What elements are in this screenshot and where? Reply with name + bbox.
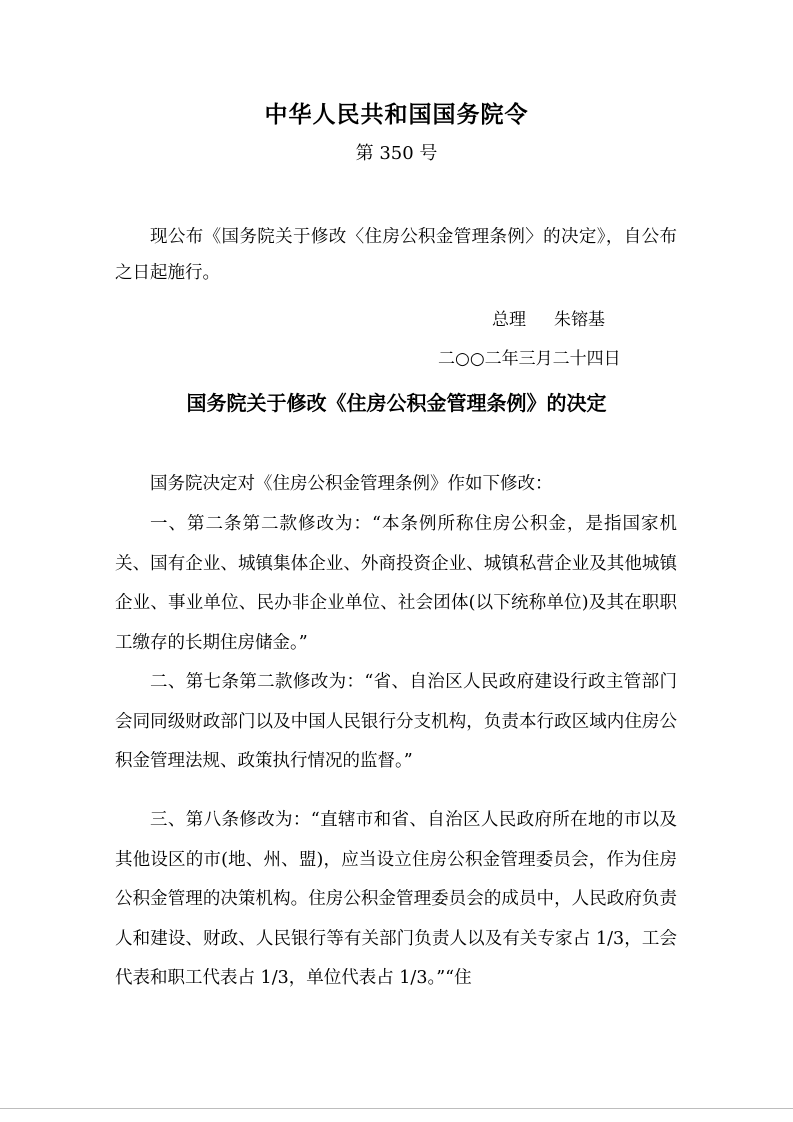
page-bottom-divider — [0, 1108, 793, 1109]
paragraph-item-1: 一、第二条第二款修改为：“本条例所称住房公积金，是指国家机关、国有企业、城镇集体企业、外商投资企业、城镇私营企业及其他城镇企业、事业单位、民办非企业单位、社会团体(以下统称单位)及其在职职工缴存的长期住房储金。” — [115, 514, 677, 653]
promulgation-text: 现公布《国务院关于修改〈住房公积金管理条例〉的决定》，自公布之日起施行。 — [115, 227, 677, 283]
signature-line — [492, 305, 605, 335]
signer-role: 总理 — [492, 310, 526, 330]
decision-title: 国务院关于修改《住房公积金管理条例》的决定 — [186, 391, 607, 415]
paragraph-intro: 国务院决定对《住房公积金管理条例》作如下修改： — [150, 474, 553, 494]
order-number: 第 350 号 — [355, 143, 438, 164]
signer-name: 朱镕基 — [554, 310, 605, 330]
paragraph-item-2: 二、第七条第二款修改为：“省、自治区人民政府建设行政主管部门会同同级财政部门以及中国人民银行分支机构，负责本行政区域内住房公积金管理法规、政策执行情况的监督。” — [115, 672, 677, 771]
paragraph-item-3: 三、第八条修改为：“直辖市和省、自治区人民政府所在地的市以及其他设区的市(地、州、盟)，应当设立住房公积金管理委员会，作为住房公积金管理的决策机构。住房公积金管理委员会的成员中，人民政府负责人和建设、财政、人民银行等有关部门负责人以及有关专家占 1/3，工会代表和职工代表占 1/3，单位代表占 1/3。”“住 — [115, 810, 677, 988]
issue-date: 二○○二年三月二十四日 — [438, 349, 621, 369]
document-title: 中华人民共和国国务院令 — [264, 101, 529, 128]
